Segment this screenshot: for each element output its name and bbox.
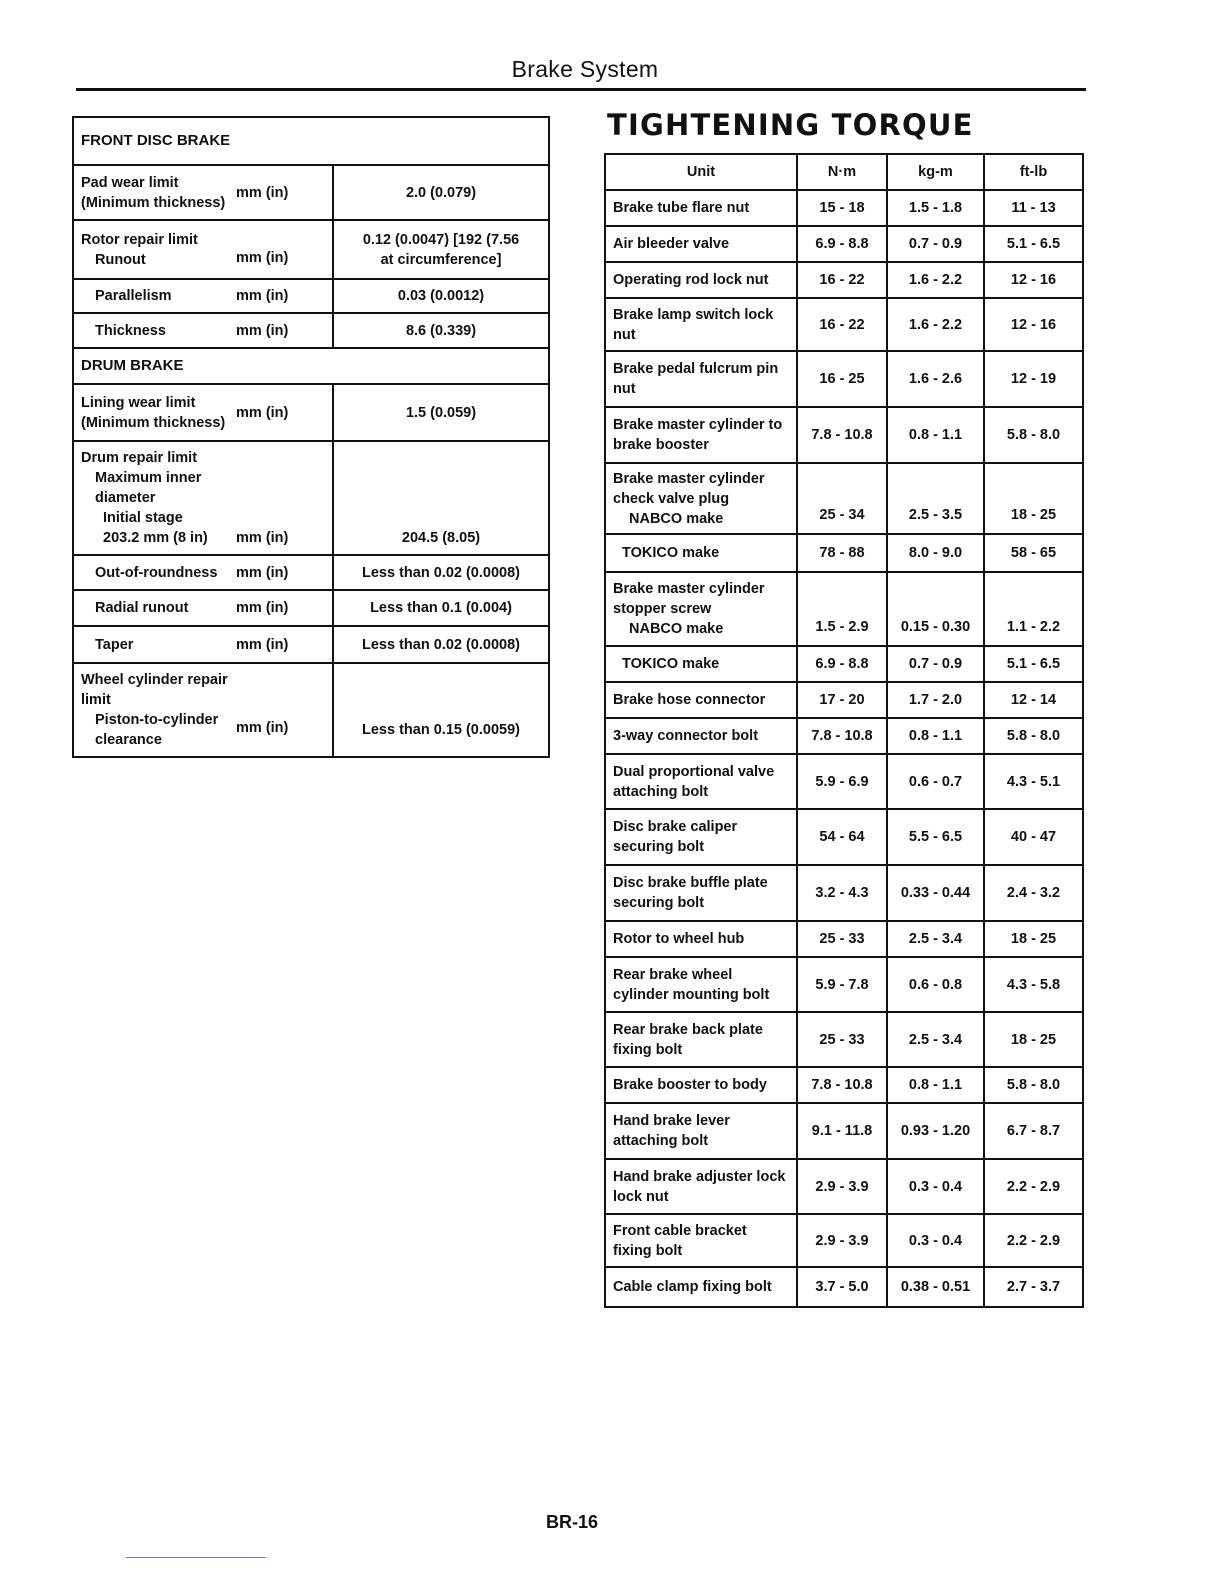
unit-label: mm (in) [236, 322, 289, 339]
torque-item-text: Hand brake lever [613, 1113, 730, 1129]
table-row [605, 1214, 1083, 1267]
piston-label: Piston-to-cylinder [95, 712, 219, 728]
torque-nm-value: 54 - 64 [797, 809, 887, 865]
torque-ftlb-value: 12 - 19 [984, 351, 1083, 407]
torque-ftlb-value: 5.1 - 6.5 [984, 646, 1083, 682]
torque-kgm-value: 2.5 - 3.4 [887, 1012, 984, 1067]
torque-kgm-value: 0.7 - 0.9 [887, 226, 984, 262]
torque-ftlb-value: 58 - 65 [984, 534, 1083, 572]
drum-repair-label-cell [73, 441, 333, 555]
torque-ftlb-value: 2.2 - 2.9 [984, 1214, 1083, 1267]
clearance-label: clearance [95, 732, 162, 748]
torque-ftlb-value: 2.7 - 3.7 [984, 1267, 1083, 1307]
torque-item-text: brake booster [613, 437, 709, 453]
taper-value: Less than 0.02 (0.0008) [333, 626, 549, 663]
torque-nm-value: 7.8 - 10.8 [797, 407, 887, 463]
wheel-cyl-value: Less than 0.15 (0.0059) [333, 663, 549, 757]
torque-item-text: stopper screw [613, 601, 712, 617]
taper-label-cell [73, 626, 333, 663]
torque-item-text: TOKICO make [622, 656, 720, 672]
header-rule [76, 88, 1086, 91]
torque-nm-value: 9.1 - 11.8 [797, 1103, 887, 1159]
torque-nm-value: 3.7 - 5.0 [797, 1267, 887, 1307]
torque-item-label [605, 682, 797, 718]
wheel-cyl-label: Wheel cylinder repair [81, 672, 228, 688]
table-row [605, 1067, 1083, 1103]
unit-label: mm (in) [236, 184, 289, 201]
torque-item-label [605, 190, 797, 226]
unit-label: mm (in) [236, 404, 289, 421]
drum-initial-stage-label: Initial stage [103, 510, 183, 526]
torque-item-text: Rear brake wheel [613, 966, 733, 983]
torque-item-text: Brake master cylinder to [613, 417, 783, 433]
torque-kgm-value: 2.5 - 3.4 [887, 921, 984, 957]
footer-line [126, 1557, 266, 1558]
torque-kgm-value: 0.15 - 0.30 [887, 572, 984, 646]
torque-item-text: attaching bolt [613, 1133, 709, 1149]
torque-item-text: nut [613, 326, 636, 343]
table-row [73, 279, 549, 313]
radial-runout-value: Less than 0.1 (0.004) [333, 590, 549, 626]
table-row [605, 865, 1083, 921]
torque-kgm-value: 1.6 - 2.2 [887, 298, 984, 351]
torque-nm-value: 2.9 - 3.9 [797, 1214, 887, 1267]
out-of-round-label-cell [73, 555, 333, 590]
torque-nm-value: 16 - 25 [797, 351, 887, 407]
drum-brake-heading: DRUM BRAKE [73, 348, 549, 384]
col-header-kgm: kg-m [887, 154, 984, 190]
radial-runout-label-cell [73, 590, 333, 626]
table-row [605, 957, 1083, 1012]
torque-nm-value: 16 - 22 [797, 298, 887, 351]
parallelism-label: Parallelism [95, 288, 172, 304]
torque-item-text: Brake pedal fulcrum pin [613, 361, 779, 377]
torque-ftlb-value: 2.2 - 2.9 [984, 1159, 1083, 1214]
table-row [73, 384, 549, 441]
torque-item-label [605, 226, 797, 262]
torque-item-text: Disc brake caliper [613, 819, 738, 835]
torque-nm-value: 78 - 88 [797, 534, 887, 572]
table-row [605, 1103, 1083, 1159]
torque-ftlb-value: 12 - 16 [984, 262, 1083, 298]
table-row [73, 220, 549, 279]
torque-ftlb-value: 18 - 25 [984, 463, 1083, 534]
torque-ftlb-value: 4.3 - 5.8 [984, 957, 1083, 1012]
torque-ftlb-value: 12 - 16 [984, 298, 1083, 351]
torque-ftlb-value: 5.8 - 8.0 [984, 407, 1083, 463]
torque-nm-value: 3.2 - 4.3 [797, 865, 887, 921]
torque-nm-value: 7.8 - 10.8 [797, 718, 887, 754]
torque-nm-value: 6.9 - 8.8 [797, 646, 887, 682]
unit-label: mm (in) [236, 288, 289, 304]
torque-item-text: 3-way connector bolt [613, 728, 759, 744]
torque-item-label [605, 718, 797, 754]
drum-repair-value: 204.5 (8.05) [333, 441, 549, 555]
torque-kgm-value: 0.3 - 0.4 [887, 1159, 984, 1214]
torque-item-text: Front cable bracket [613, 1222, 747, 1239]
lining-label-cell [73, 384, 333, 441]
table-row [605, 407, 1083, 463]
rotor-runout-label: Runout [95, 251, 146, 268]
torque-item-label [605, 646, 797, 682]
table-row [605, 262, 1083, 298]
torque-item-text: fixing bolt [613, 1041, 683, 1058]
torque-kgm-value: 0.3 - 0.4 [887, 1214, 984, 1267]
table-row [605, 809, 1083, 865]
torque-nm-value: 25 - 33 [797, 1012, 887, 1067]
unit-label: mm (in) [236, 600, 289, 616]
torque-ftlb-value: 5.1 - 6.5 [984, 226, 1083, 262]
rotor-runout-value-cell [333, 220, 549, 279]
table-row [605, 298, 1083, 351]
table-row [605, 534, 1083, 572]
table-row [73, 663, 549, 757]
pad-wear-label-cell [73, 165, 333, 220]
torque-item-text: Dual proportional valve [613, 763, 775, 780]
lining-label: Lining wear limit [81, 394, 196, 411]
rotor-runout-value-note: at circumference] [380, 251, 502, 268]
thickness-label: Thickness [95, 322, 166, 339]
torque-item-text: lock nut [613, 1188, 669, 1205]
torque-item-text: Rotor to wheel hub [613, 931, 745, 947]
pad-wear-sublabel: (Minimum thickness) [81, 194, 226, 211]
torque-kgm-value: 0.6 - 0.8 [887, 957, 984, 1012]
wheel-cyl-label-cell [73, 663, 333, 757]
torque-nm-value: 1.5 - 2.9 [797, 572, 887, 646]
torque-kgm-value: 5.5 - 6.5 [887, 809, 984, 865]
pad-wear-value: 2.0 (0.079) [333, 165, 549, 220]
thickness-label-cell [73, 313, 333, 348]
torque-item-text: Operating rod lock nut [613, 272, 769, 288]
torque-item-text: securing bolt [613, 895, 705, 911]
torque-nm-value: 16 - 22 [797, 262, 887, 298]
torque-item-text: cylinder mounting bolt [613, 986, 770, 1003]
table-row [73, 626, 549, 663]
torque-item-label [605, 1012, 797, 1067]
rotor-label: Rotor repair limit [81, 231, 198, 248]
torque-item-text: check valve plug [613, 490, 730, 507]
torque-item-text: Brake master cylinder [613, 470, 765, 487]
table-row [605, 718, 1083, 754]
torque-item-label [605, 1103, 797, 1159]
torque-item-label [605, 262, 797, 298]
table-row [605, 1267, 1083, 1307]
table-row [73, 313, 549, 348]
torque-item-label [605, 809, 797, 865]
torque-item-text: Brake tube flare nut [613, 200, 750, 216]
torque-item-text: NABCO make [629, 510, 724, 527]
table-row [73, 555, 549, 590]
page-header-title: Brake System [511, 56, 659, 82]
table-row [73, 590, 549, 626]
table-header-row [605, 154, 1083, 190]
torque-kgm-value: 1.6 - 2.6 [887, 351, 984, 407]
unit-label: mm (in) [236, 564, 289, 581]
torque-item-text: nut [613, 381, 636, 397]
torque-ftlb-value: 2.4 - 3.2 [984, 865, 1083, 921]
torque-item-text: securing bolt [613, 839, 705, 855]
torque-nm-value: 7.8 - 10.8 [797, 1067, 887, 1103]
thickness-value: 8.6 (0.339) [333, 313, 549, 348]
table-row [605, 190, 1083, 226]
torque-kgm-value: 0.38 - 0.51 [887, 1267, 984, 1307]
torque-item-text: NABCO make [629, 621, 724, 637]
torque-kgm-value: 0.8 - 1.1 [887, 1067, 984, 1103]
torque-item-text: fixing bolt [613, 1242, 683, 1259]
col-header-nm: N·m [797, 154, 887, 190]
torque-item-label [605, 572, 797, 646]
drum-diameter-label: diameter [95, 490, 156, 506]
torque-table [604, 153, 1084, 1308]
torque-kgm-value: 1.6 - 2.2 [887, 262, 984, 298]
unit-label: mm (in) [236, 250, 289, 266]
torque-kgm-value: 1.7 - 2.0 [887, 682, 984, 718]
out-of-round-label: Out-of-roundness [95, 564, 218, 581]
torque-kgm-value: 0.93 - 1.20 [887, 1103, 984, 1159]
table-row [605, 921, 1083, 957]
drum-nominal-label: 203.2 mm (8 in) [103, 530, 208, 546]
front-disc-heading: FRONT DISC BRAKE [73, 117, 549, 165]
torque-item-label [605, 754, 797, 809]
torque-item-text: Air bleeder valve [613, 236, 730, 252]
torque-ftlb-value: 6.7 - 8.7 [984, 1103, 1083, 1159]
brake-spec-table [72, 116, 550, 758]
torque-item-label [605, 463, 797, 534]
torque-nm-value: 2.9 - 3.9 [797, 1159, 887, 1214]
section-title: TIGHTENING TORQUE [607, 108, 974, 142]
torque-item-text: Disc brake buffle plate [613, 875, 768, 891]
unit-label: mm (in) [236, 636, 289, 653]
table-row [605, 572, 1083, 646]
table-row [605, 1159, 1083, 1214]
torque-item-text: Brake booster to body [613, 1077, 767, 1093]
table-row [73, 441, 549, 555]
torque-nm-value: 17 - 20 [797, 682, 887, 718]
torque-item-text: Cable clamp fixing bolt [613, 1279, 772, 1295]
lining-value: 1.5 (0.059) [333, 384, 549, 441]
torque-kgm-value: 1.5 - 1.8 [887, 190, 984, 226]
torque-item-label [605, 921, 797, 957]
torque-nm-value: 5.9 - 7.8 [797, 957, 887, 1012]
torque-kgm-value: 0.8 - 1.1 [887, 407, 984, 463]
torque-kgm-value: 2.5 - 3.5 [887, 463, 984, 534]
table-row [605, 754, 1083, 809]
torque-item-label [605, 534, 797, 572]
torque-kgm-value: 0.7 - 0.9 [887, 646, 984, 682]
torque-kgm-value: 8.0 - 9.0 [887, 534, 984, 572]
table-row [605, 1012, 1083, 1067]
table-row [605, 226, 1083, 262]
torque-kgm-value: 0.8 - 1.1 [887, 718, 984, 754]
torque-item-label [605, 298, 797, 351]
wheel-cyl-label-cont: limit [81, 692, 111, 708]
torque-item-label [605, 351, 797, 407]
torque-ftlb-value: 4.3 - 5.1 [984, 754, 1083, 809]
torque-item-text: attaching bolt [613, 783, 709, 800]
torque-item-text: Brake lamp switch lock [613, 306, 774, 323]
torque-ftlb-value: 12 - 14 [984, 682, 1083, 718]
rotor-label-cell [73, 220, 333, 279]
table-row [605, 646, 1083, 682]
drum-repair-label: Drum repair limit [81, 450, 198, 466]
radial-runout-label: Radial runout [95, 600, 189, 616]
page-number: BR-16 [545, 1512, 598, 1532]
torque-item-label [605, 865, 797, 921]
torque-kgm-value: 0.6 - 0.7 [887, 754, 984, 809]
pad-wear-label: Pad wear limit [81, 174, 179, 191]
torque-ftlb-value: 18 - 25 [984, 921, 1083, 957]
torque-ftlb-value: 1.1 - 2.2 [984, 572, 1083, 646]
torque-item-label [605, 1067, 797, 1103]
parallelism-value: 0.03 (0.0012) [333, 279, 549, 313]
table-row [73, 165, 549, 220]
torque-ftlb-value: 5.8 - 8.0 [984, 1067, 1083, 1103]
lining-sublabel: (Minimum thickness) [81, 414, 226, 431]
drum-max-inner-label: Maximum inner [95, 470, 202, 486]
torque-item-text: Hand brake adjuster lock [613, 1168, 786, 1185]
col-header-unit: Unit [605, 154, 797, 190]
table-row [605, 351, 1083, 407]
table-row [605, 682, 1083, 718]
torque-item-label [605, 407, 797, 463]
torque-item-text: Brake master cylinder [613, 581, 765, 597]
torque-item-text: Rear brake back plate [613, 1021, 763, 1038]
table-row [605, 463, 1083, 534]
torque-ftlb-value: 40 - 47 [984, 809, 1083, 865]
torque-nm-value: 25 - 33 [797, 921, 887, 957]
torque-kgm-value: 0.33 - 0.44 [887, 865, 984, 921]
torque-nm-value: 25 - 34 [797, 463, 887, 534]
torque-item-label [605, 1159, 797, 1214]
col-header-ftlb: ft-lb [984, 154, 1083, 190]
unit-label: mm (in) [236, 720, 289, 736]
torque-item-label [605, 1267, 797, 1307]
torque-item-text: TOKICO make [622, 545, 720, 561]
taper-label: Taper [95, 636, 134, 653]
torque-ftlb-value: 11 - 13 [984, 190, 1083, 226]
torque-item-label [605, 1214, 797, 1267]
parallelism-label-cell [73, 279, 333, 313]
torque-nm-value: 15 - 18 [797, 190, 887, 226]
rotor-runout-value: 0.12 (0.0047) [192 (7.56 [362, 231, 520, 248]
unit-label: mm (in) [236, 530, 289, 546]
torque-nm-value: 6.9 - 8.8 [797, 226, 887, 262]
torque-ftlb-value: 18 - 25 [984, 1012, 1083, 1067]
torque-item-text: Brake hose connector [613, 692, 766, 708]
torque-nm-value: 5.9 - 6.9 [797, 754, 887, 809]
torque-item-label [605, 957, 797, 1012]
torque-ftlb-value: 5.8 - 8.0 [984, 718, 1083, 754]
out-of-round-value: Less than 0.02 (0.0008) [333, 555, 549, 590]
